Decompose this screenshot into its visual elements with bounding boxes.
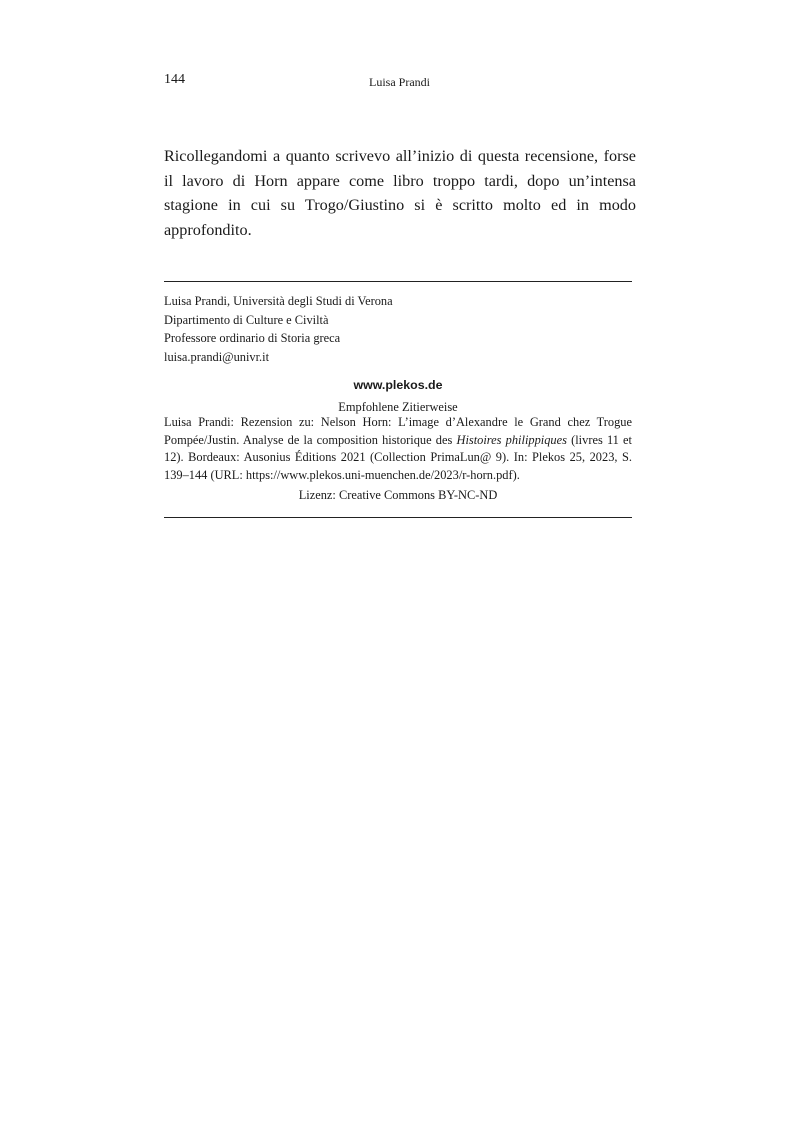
author-email: luisa.prandi@univr.it <box>164 350 270 365</box>
citation-heading: Empfohlene Zitierweise <box>338 400 458 414</box>
site-url: www.plekos.de <box>353 378 443 392</box>
citation-text <box>164 414 632 484</box>
citation-post: (livres 11 et 12). Bordeaux: Ausonius Éditions 2021 (Collection PrimaLun@ 9). In: Plekos 25, 2023, S. 139–144 (URL: https://www.plekos.uni-muenchen.de/2023/r-horn.pdf). <box>164 432 632 482</box>
license-text: Lizenz: Creative Commons BY-NC-ND <box>298 488 498 502</box>
page-number: 144 <box>164 72 185 87</box>
author-affiliation <box>164 292 632 367</box>
affiliation-position: Professore ordinario di Storia greca <box>164 331 341 346</box>
bottom-divider <box>164 517 632 518</box>
affiliation-department: Dipartimento di Culture e Civiltà <box>164 312 329 327</box>
affiliation-name: Luisa Prandi, Università degli Studi di Verona <box>164 294 393 308</box>
citation-italic-title: Histoires philippiques <box>456 432 567 447</box>
citation-pre: Luisa Prandi: Rezension zu: Nelson Horn: L’image d’Alexandre le Grand chez Trogue Pompée/Justin. Analyse de la composition historique des <box>164 415 632 447</box>
top-divider <box>164 281 632 282</box>
running-head: Luisa Prandi <box>369 75 430 89</box>
body-paragraph: Ricollegandomi a quanto scrivevo all’inizio di questa recensione, forse il lavoro di Horn appare come libro troppo tardi, dopo un’intensa stagione in cui su Trogo/Giustino si è scritto molto ed in modo approfondito. <box>164 147 636 239</box>
